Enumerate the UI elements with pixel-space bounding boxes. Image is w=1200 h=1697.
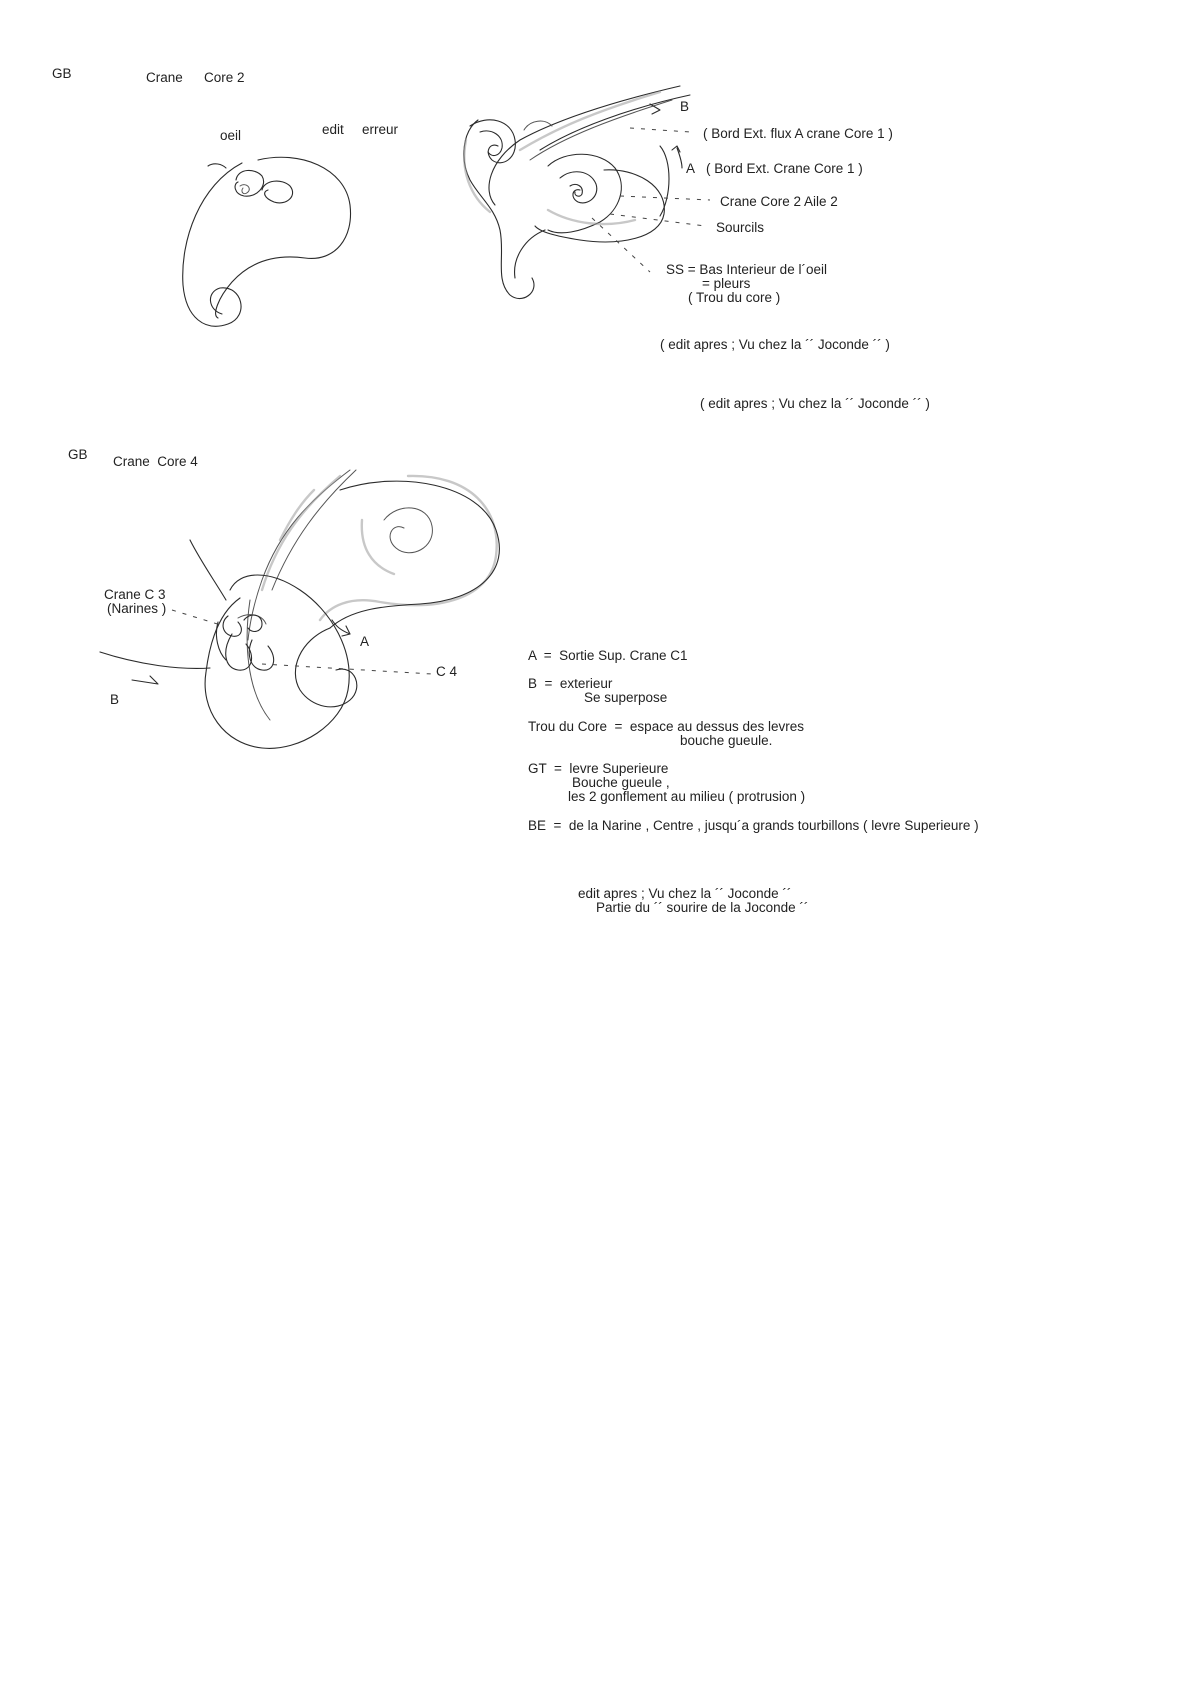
label-bord-ext-crane: ( Bord Ext. Crane Core 1 ) [706, 161, 863, 176]
label-narines: (Narines ) [107, 601, 167, 616]
label-b-top: B [680, 99, 690, 114]
legend-trou-line2: bouche gueule. [680, 733, 773, 748]
label-c4: C 4 [436, 664, 458, 679]
edit-note-2: ( edit apres ; Vu chez la ´´ Joconde ´´ ) [700, 396, 930, 411]
legend-b-line1: B = exterieur [528, 676, 613, 691]
core-2-label: Core 2 [204, 70, 245, 85]
label-crane-core2-aile2: Crane Core 2 Aile 2 [720, 194, 838, 209]
label-crane-c3: Crane C 3 [104, 587, 166, 602]
label-bord-ext-flux: ( Bord Ext. flux A crane Core 1 ) [703, 126, 893, 141]
label-b-sketch3: B [110, 692, 120, 707]
sketch-crane-core-2 [183, 157, 351, 326]
edit-label: edit [322, 122, 344, 137]
label-ss-line3: ( Trou du core ) [688, 290, 781, 305]
label-a-top: A [686, 161, 696, 176]
legend-be: BE = de la Narine , Centre , jusqu´a grands tourbillons ( levre Superieure ) [528, 818, 979, 833]
legend-b-line2: Se superpose [584, 690, 668, 705]
oeil-label: oeil [220, 128, 242, 143]
legend-a: A = Sortie Sup. Crane C1 [528, 648, 688, 663]
erreur-label: erreur [362, 122, 399, 137]
gb-label-2: GB [68, 447, 88, 462]
legend-edit-line1: edit apres ; Vu chez la ´´ Joconde ´´ [578, 886, 792, 901]
label-a-sketch3: A [360, 634, 370, 649]
legend-edit-line2: Partie du ´´ sourire de la Joconde ´´ [596, 900, 809, 915]
legend-gt-line1: GT = levre Superieure [528, 761, 669, 776]
legend-gt-line3: les 2 gonflement au milieu ( protrusion ) [568, 789, 806, 804]
edit-note-1: ( edit apres ; Vu chez la ´´ Joconde ´´ ) [660, 337, 890, 352]
legend-gt-line2: Bouche gueule , [572, 775, 670, 790]
label-ss-line1: SS = Bas Interieur de l´oeil [666, 262, 827, 277]
legend-trou-line1: Trou du Core = espace au dessus des levres [528, 719, 805, 734]
crane-label-1: Crane [146, 70, 183, 85]
gb-label-1: GB [52, 66, 72, 81]
label-sourcils: Sourcils [716, 220, 765, 235]
crane-core-4-title: Crane Core 4 [113, 454, 198, 469]
label-ss-line2: = pleurs [702, 276, 751, 291]
